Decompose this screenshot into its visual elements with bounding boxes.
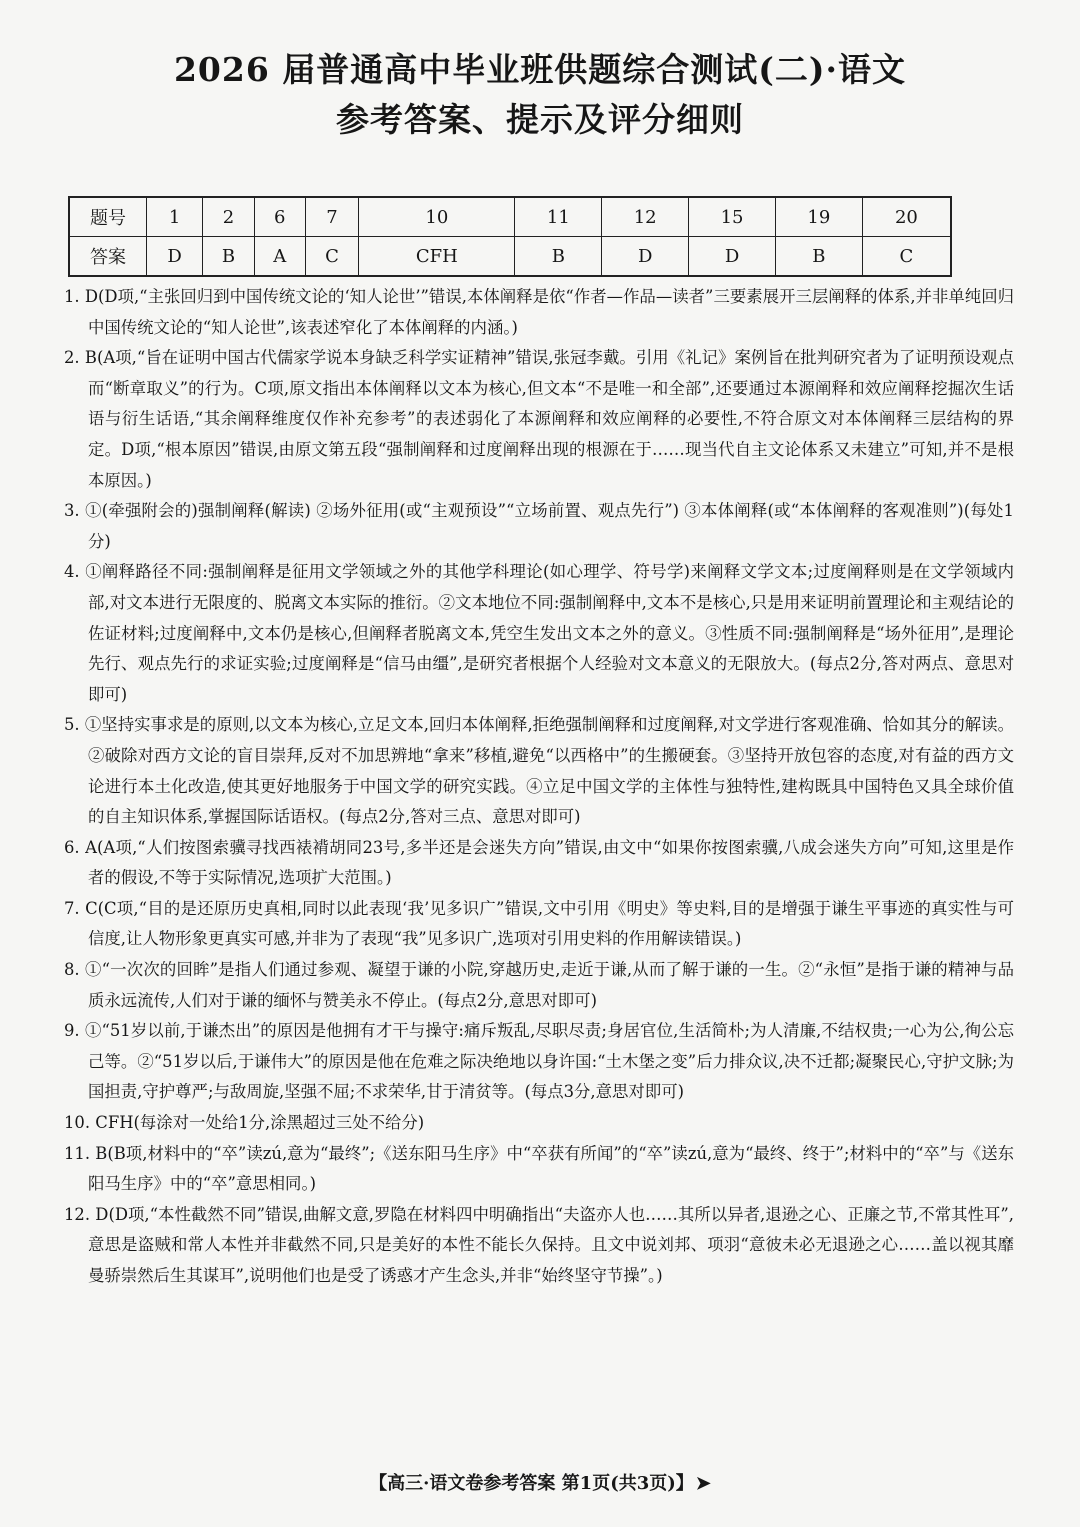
explanation-item: 1. D(D项,“主张回归到中国传统文论的‘知人论世’”错误,本体阐释是依“作者—作品—读者”三要素展开三层阐释的体系,并非单纯回归中国传统文论的“知人论世”,该表述窄化了本体阐释的内涵。) xyxy=(64,287,1014,337)
explanation-item: 2. B(A项,“旨在证明中国古代儒家学说本身缺乏科学实证精神”错误,张冠李戴。引用《礼记》案例旨在批判研究者为了证明预设观点而“断章取义”的行为。C项,原文指出本体阐释以文本为核心,但文本“不是唯一和全部”,还要通过本源阐释和效应阐释挖掘次生话语与衍生话语,“其余阐释维度仅作补充参考”的表述弱化了本源阐释和效应阐释的必要性,不符合原文对本体阐释三层结构的界定。D项,“根本原因”错误,由原文第五段“强制阐释和过度阐释出现的根源在于……现当代自主文论体系又未建立”可知,并不是根本原因。) xyxy=(64,348,1014,490)
answer-cell: C xyxy=(862,237,951,277)
answer-cell: D xyxy=(602,237,689,277)
question-number: 2 xyxy=(203,197,255,237)
answer-cell: D xyxy=(689,237,776,277)
question-number-row xyxy=(69,197,951,237)
answer-row xyxy=(69,237,951,277)
question-number: 6 xyxy=(254,197,305,237)
arrow-right-icon: ➤ xyxy=(695,1473,711,1494)
question-number: 19 xyxy=(775,197,862,237)
explanation-item: 12. D(D项,“本性截然不同”错误,曲解文意,罗隐在材料四中明确指出“夫盗亦人也……其所以异者,退逊之心、正廉之节,不常其性耳”,意思是盗贼和常人本性并非截然不同,只是美好的本性不能长久保持。且文中说刘邦、项羽“意彼未必无退逊之心……盖以视其靡曼骄崇然后生其谋耳”,说明他们也是受了诱惑才产生念头,并非“始终坚守节操”。) xyxy=(64,1204,1014,1285)
explanation-item: 3. ①(牵强附会的)强制阐释(解读) ②场外征用(或“主观预设”“立场前置、观点先行”) ③本体阐释(或“本体阐释的客观准则”)(每处1分) xyxy=(64,501,1014,551)
page-footer xyxy=(0,1469,1080,1495)
question-number: 1 xyxy=(147,197,203,237)
row-label-number: 题号 xyxy=(69,197,147,237)
answer-cell: B xyxy=(203,237,255,277)
explanation-item: 6. A(A项,“人们按图索骥寻找西裱褙胡同23号,多半还是会迷失方向”错误,由文中“如果你按图索骥,八成会迷失方向”可知,这里是作者的假设,不等于实际情况,选项扩大范围。) xyxy=(64,837,1014,888)
page-subtitle: 参考答案、提示及评分细则 xyxy=(336,100,744,139)
explanation-item: 4. ①阐释路径不同:强制阐释是征用文学领域之外的其他学科理论(如心理学、符号学)来阐释文学文本;过度阐释则是在文学领域内部,对文本进行无限度的、脱离文本实际的推衍。②文本地位不同:强制阐释中,文本不是核心,只是用来证明前置理论和主观结论的佐证材料;过度阐释中,文本仍是核心,但阐释者脱离文本,凭空生发出文本之外的意义。③性质不同:强制阐释是“场外征用”,是理论先行、观点先行的求证实验;过度阐释是“信马由缰”,是研究者根据个人经验对文本意义的无限放大。(每点2分,答对两点、意思对即可) xyxy=(64,562,1014,704)
footer-text: 【高三·语文卷参考答案 第1页(共3页)】 xyxy=(369,1473,694,1494)
explanation-item: 7. C(C项,“目的是还原历史真相,同时以此表现‘我’见多识广”错误,文中引用《明史》等史料,目的是增强于谦生平事迹的真实性与可信度,让人物形象更真实可感,并非为了表现“我”见多识广,选项对引用史料的作用解读错误。) xyxy=(64,898,1014,949)
question-number: 10 xyxy=(359,197,515,237)
explanation-item: 8. ①“一次次的回眸”是指人们通过参观、凝望于谦的小院,穿越历史,走近于谦,从而了解于谦的一生。②“永恒”是指于谦的精神与品质永远流传,人们对于谦的缅怀与赞美永不停止。(每点2分,意思对即可) xyxy=(64,960,1014,1010)
question-number: 20 xyxy=(862,197,951,237)
explanation-item: 9. ①“51岁以前,于谦杰出”的原因是他拥有才干与操守:痛斥叛乱,尽职尽责;身居官位,生活简朴;为人清廉,不结权贵;一心为公,徇公忘己等。②“51岁以后,于谦伟大”的原因是他在危难之际决绝地以身许国:“土木堡之变”后力排众议,决不迁都;凝聚民心,守护文脉;为国担责,守护尊严;与敌周旋,坚强不屈;不求荣华,甘于清贫等。(每点3分,意思对即可) xyxy=(64,1021,1014,1102)
answer-table xyxy=(68,196,952,277)
page-title: 2026 届普通高中毕业班供题综合测试(二)·语文 xyxy=(173,50,907,89)
answer-cell: B xyxy=(775,237,862,277)
question-number: 11 xyxy=(515,197,602,237)
answer-cell: D xyxy=(147,237,203,277)
question-number: 7 xyxy=(305,197,359,237)
explanation-item: 5. ①坚持实事求是的原则,以文本为核心,立足文本,回归本体阐释,拒绝强制阐释和过度阐释,对文学进行客观准确、恰如其分的解读。②破除对西方文论的盲目崇拜,反对不加思辨地“拿来”移植,避免“以西格中”的生搬硬套。③坚持开放包容的态度,对有益的西方文论进行本土化改造,使其更好地服务于中国文学的研究实践。④立足中国文学的主体性与独特性,建构既具中国特色又具全球价值的自主知识体系,掌握国际话语权。(每点2分,答对三点、意思对即可) xyxy=(64,715,1014,827)
row-label-answer: 答案 xyxy=(69,237,147,277)
question-number: 15 xyxy=(689,197,776,237)
question-number: 12 xyxy=(602,197,689,237)
explanation-item: 11. B(B项,材料中的“卒”读zú,意为“最终”;《送东阳马生序》中“卒获有所闻”的“卒”读zú,意为“最终、终于”;材料中的“卒”与《送东阳马生序》中的“卒”意思相同。) xyxy=(64,1143,1014,1194)
explanation-list xyxy=(64,282,1014,1292)
answer-cell: B xyxy=(515,237,602,277)
explanation-item: 10. CFH(每涂对一处给1分,涂黑超过三处不给分) xyxy=(64,1113,425,1133)
answer-cell: A xyxy=(254,237,305,277)
answer-cell: CFH xyxy=(359,237,515,277)
answer-cell: C xyxy=(305,237,359,277)
